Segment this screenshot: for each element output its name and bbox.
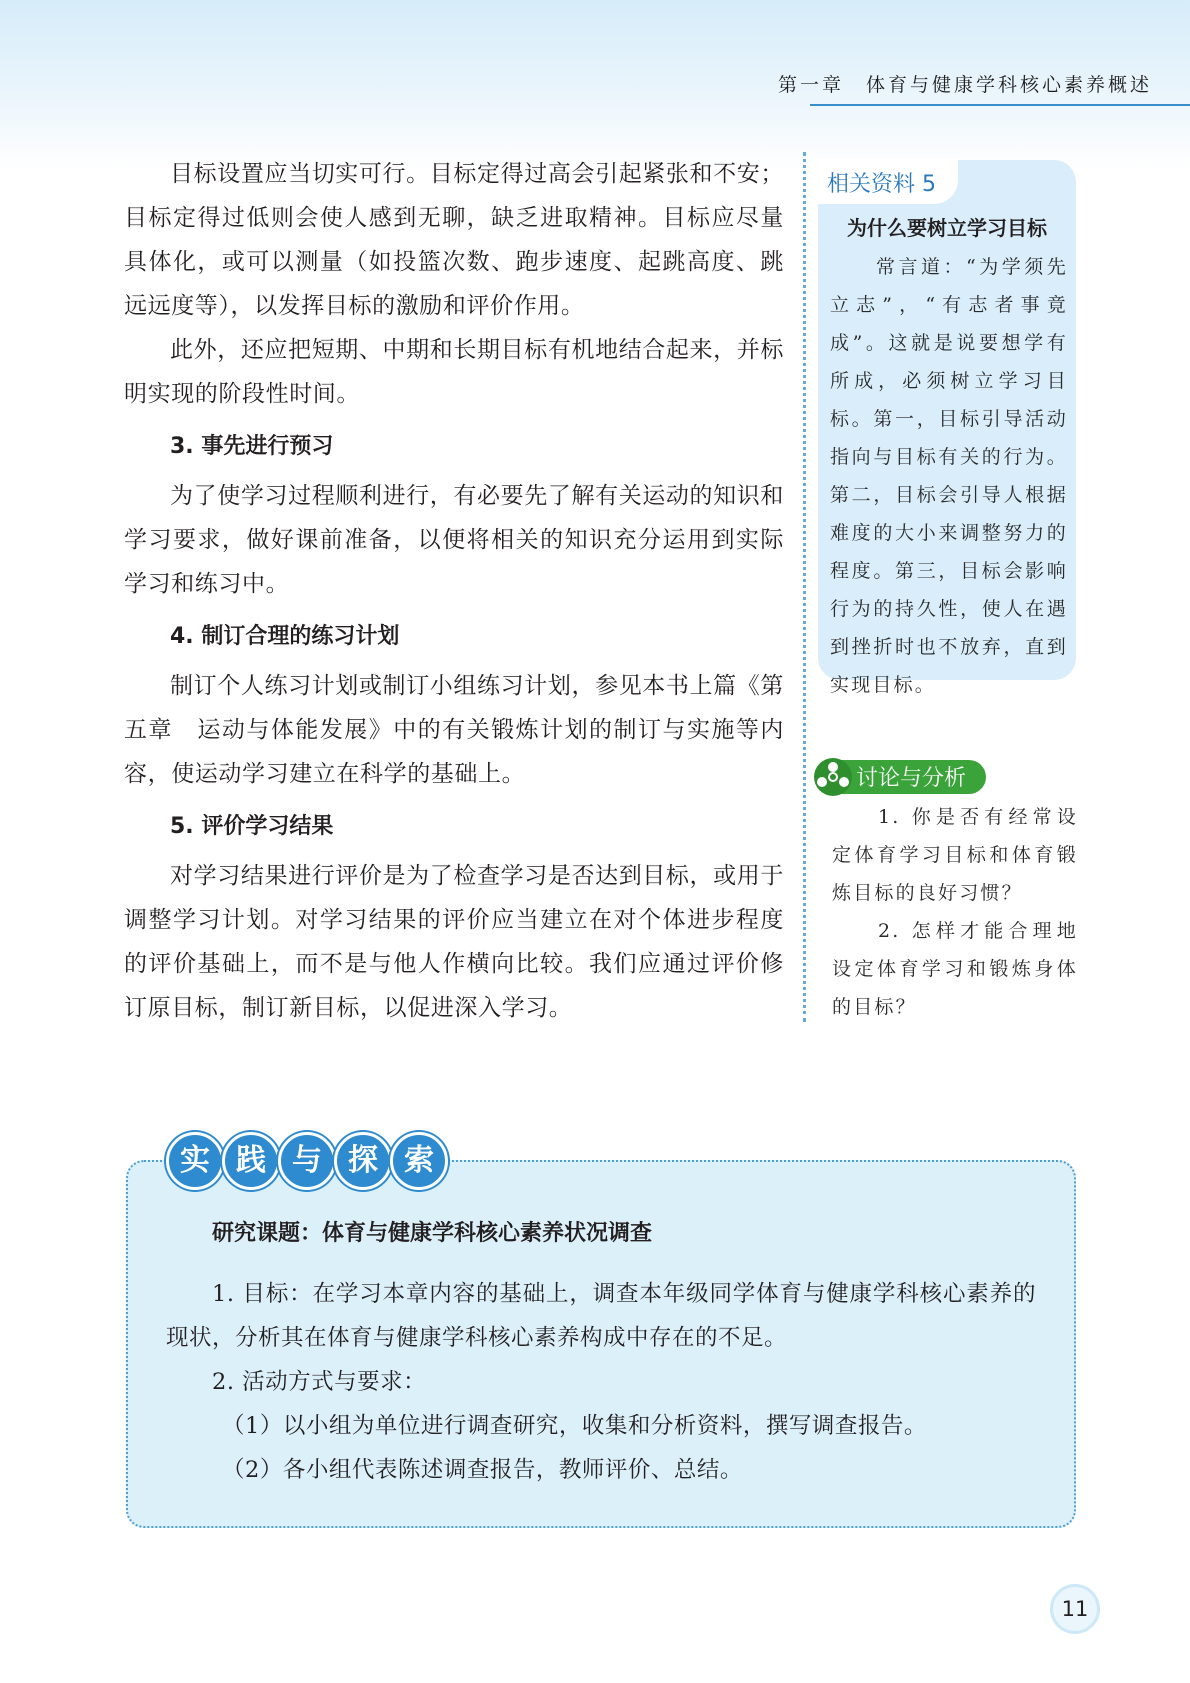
discussion-label: 讨论与分析 <box>856 766 967 791</box>
related-material-label: 相关资料 5 <box>827 172 936 197</box>
chapter-title: 第一章 体育与健康学科核心素养概述 <box>777 74 1152 96</box>
practice-item: （2）各小组代表陈述调查报告，教师评价、总结。 <box>222 1457 743 1483</box>
paragraph: 对学习结果进行评价是为了检查学习是否达到目标，或用于调整学习计划。对学习结果的评价应当建立在对个体进步程度的评价基础上，而不是与他人作横向比较。我们应通过评价修订原目标，制订新目标，以促进深入学习。 <box>124 863 784 1021</box>
related-material-body: 常言道：“为学须先立志”，“有志者事竟成”。这就是说要想学有所成，必须树立学习目标。第一，目标引导活动指向与目标有关的行为。第二，目标会引导人根据难度的大小来调整努力的程度。第三，目标会影响行为的持久性，使人在遇到挫折时也不放弃，直到实现目标。 <box>830 256 1068 696</box>
practice-item: （1）以小组为单位进行调查研究，收集和分析资料，撰写调查报告。 <box>222 1413 927 1439</box>
paragraph: 制订个人练习计划或制订小组练习计划，参见本书上篇《第五章 运动与体能发展》中的有关锻炼计划的制订与实施等内容，使运动学习建立在科学的基础上。 <box>124 673 784 787</box>
main-column <box>124 152 784 1030</box>
section-heading: 5. 评价学习结果 <box>170 814 334 839</box>
paragraph: 目标设置应当切实可行。目标定得过高会引起紧张和不安；目标定得过低则会使人感到无聊，缺乏进取精神。目标应尽量具体化，或可以测量（如投篮次数、跑步速度、起跳高度、跳远远度等），以发挥目标的激励和评价作用。 <box>124 161 784 319</box>
discussion-people-icon <box>812 756 854 798</box>
research-topic: 研究课题：体育与健康学科核心素养状况调查 <box>212 1221 653 1246</box>
paragraph: 此外，还应把短期、中期和长期目标有机地结合起来，并标明实现的阶段性时间。 <box>124 337 784 407</box>
page-number: 11 <box>1050 1584 1100 1634</box>
practice-title-char: 索 <box>390 1132 448 1190</box>
chapter-header <box>777 64 1190 106</box>
related-material-title: 为什么要树立学习目标 <box>847 216 1047 240</box>
practice-title-char: 践 <box>222 1132 280 1190</box>
section-heading: 3. 事先进行预习 <box>170 434 334 459</box>
column-divider <box>803 152 806 1022</box>
practice-method: 2. 活动方式与要求： <box>212 1369 427 1395</box>
discussion-question: 1. 你是否有经常设定体育学习目标和体育锻炼目标的良好习惯？ <box>832 806 1078 904</box>
practice-title-char: 与 <box>278 1132 336 1190</box>
discussion-question: 2. 怎样才能合理地设定体育学习和锻炼身体的目标？ <box>832 920 1078 1018</box>
practice-title-char: 实 <box>166 1132 224 1190</box>
practice-goal: 1. 目标：在学习本章内容的基础上，调查本年级同学体育与健康学科核心素养的现状，分析其在体育与健康学科核心素养构成中存在的不足。 <box>166 1281 1036 1351</box>
section-heading: 4. 制订合理的练习计划 <box>170 624 400 649</box>
paragraph: 为了使学习过程顺利进行，有必要先了解有关运动的知识和学习要求，做好课前准备，以便将相关的知识充分运用到实际学习和练习中。 <box>124 483 784 597</box>
practice-title-char: 探 <box>334 1132 392 1190</box>
